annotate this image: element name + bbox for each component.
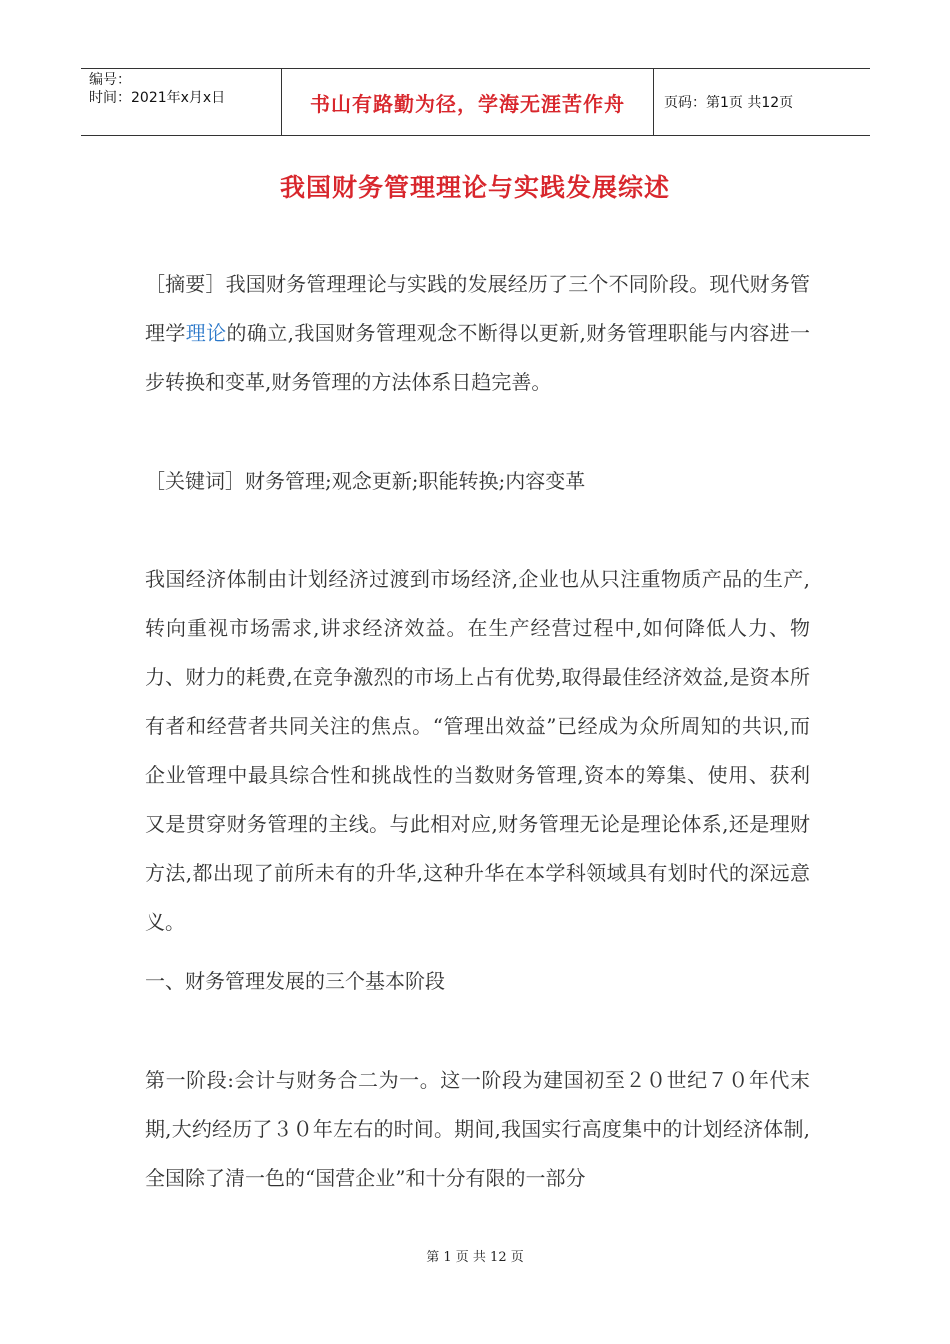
abstract-text-continued: 的确立,我国财务管理观念不断得以更新,财务管理职能与内容进一步转换和变革,财务管理的方法体系日趋完善。: [145, 321, 811, 394]
section-heading-1: 一、财务管理发展的三个基本阶段: [145, 969, 445, 993]
keywords-paragraph: ［关键词］财务管理;观念更新;职能转换;内容变革: [145, 469, 586, 493]
document-header: [81, 68, 870, 136]
page-footer: 第 1 页 共 12 页: [426, 1250, 524, 1265]
document-number-label: 编号：: [89, 72, 131, 88]
document-date-label: 时间：2021年x月x日: [89, 90, 226, 106]
body-paragraph-1: 我国经济体制由计划经济过渡到市场经济,企业也从只注重物质产品的生产,转向重视市场需求,讲求经济效益。在生产经营过程中,如何降低人力、物力、财力的耗费,在竞争激烈的市场上占有优势,取得最佳经济效益,是资本所有者和经营者共同关注的焦点。“管理出效益”已经成为众所周知的共识,而企业管理中最具综合性和挑战性的当数财务管理,资本的筹集、使用、获利又是贯穿财务管理的主线。与此相对应,财务管理无论是理论体系,还是理财方法,都出现了前所未有的升华,这种升华在本学科领域具有划时代的深远意义。: [145, 567, 810, 934]
header-motto: 书山有路勤为径，学海无涯苦作舟: [282, 69, 654, 135]
header-page-info: 页码：第1页 共12页: [664, 95, 794, 111]
theory-link[interactable]: 理论: [185, 321, 227, 345]
document-title: 我国财务管理理论与实践发展综述: [279, 173, 670, 202]
header-meta: [81, 69, 282, 135]
body-paragraph-2: 第一阶段:会计与财务合二为一。这一阶段为建国初至２０世纪７０年代末期,大约经历了３０年左右的时间。期间,我国实行高度集中的计划经济体制,全国除了清一色的“国营企业”和十分有限的一部分: [145, 1068, 810, 1190]
abstract-paragraph: [145, 260, 810, 407]
abstract-text: ［摘要］我国财务管理理论与实践的发展经历了三个不同阶段。现代财务管理学: [145, 272, 810, 345]
